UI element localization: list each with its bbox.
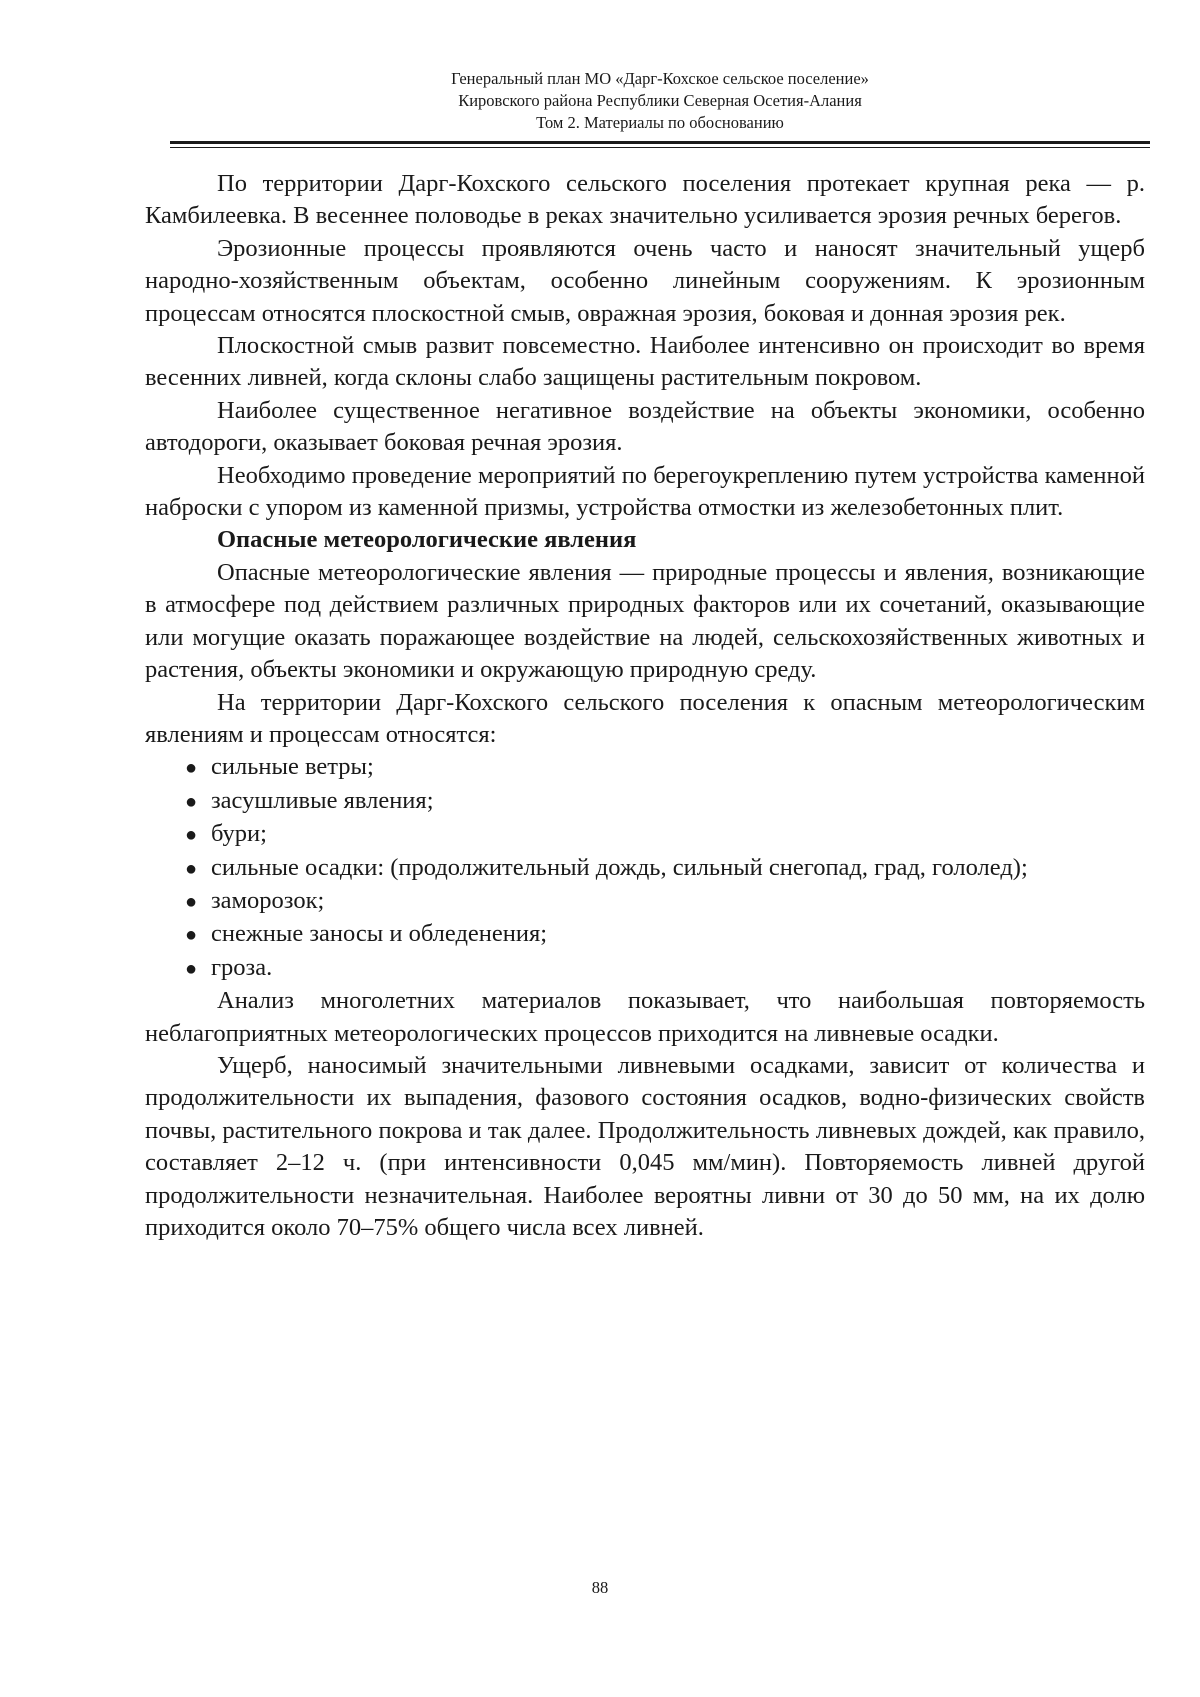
bullet-icon: ●	[185, 757, 198, 780]
bullet-icon: ●	[185, 890, 198, 913]
header-rule-thin	[170, 147, 1150, 148]
list-item-text: бури;	[211, 820, 267, 848]
list-item-text: засушливые явления;	[211, 786, 434, 814]
paragraph-erosion-processes: Эрозионные процессы проявляются очень часто и наносят значительный ущерб народно-хозяйственным объектам, особенно линейным сооружениям. К эрозионным процессам относятся плоскостной смыв, овражная эрозия, боковая и донная эрозия рек.	[145, 234, 1145, 327]
bullet-icon: ●	[185, 924, 198, 947]
paragraph-damage: Ущерб, наносимый значительными ливневыми осадками, зависит от количества и продолжительности их выпадения, фазового состояния осадков, водно-физических свойств почвы, растительного покрова и так далее. Продолжительность ливневых дождей, как правило, составляет 2–12 ч. (при интенсивности 0,045 мм/мин). Повторяемость ливней другой продолжительности незначительная. Наиболее вероятны ливни от 30 до 50 мм, на их долю приходится около 70–75% общего числа всех ливней.	[145, 1051, 1145, 1241]
page-number: 88	[591, 1578, 609, 1597]
hazards-list	[145, 751, 1145, 985]
list-item-text: сильные ветры;	[211, 753, 374, 781]
header-region-line: Кировского района Республики Северная Осетия-Алания	[458, 91, 862, 110]
list-item	[145, 885, 1145, 918]
bullet-icon: ●	[185, 790, 198, 813]
running-header	[170, 68, 1150, 134]
paragraph-lateral-erosion: Наиболее существенное негативное воздействие на объекты экономики, особенно автодороги, оказывает боковая речная эрозия.	[145, 396, 1145, 457]
paragraph-river: По территории Дарг-Кохского сельского поселения протекает крупная река — р. Камбилеевка. В весеннее половодье в реках значительно усиливается эрозия речных берегов.	[145, 170, 1145, 230]
paragraph-definition: Опасные метеорологические явления — природные процессы и явления, возникающие в атмосфере под действием различных природных факторов или их сочетаний, оказывающие или могущие оказать поражающее воздействие на людей, сельскохозяйственных животных и растения, объекты экономики и окружающую природную среду.	[145, 558, 1145, 684]
paragraph-analysis: Анализ многолетних материалов показывает, что наибольшая повторяемость неблагоприятных метеорологических процессов приходится на ливневые осадки.	[145, 987, 1145, 1047]
list-item	[145, 818, 1145, 851]
list-item	[145, 918, 1145, 951]
list-item	[145, 785, 1145, 818]
list-item	[145, 751, 1145, 784]
list-item-text: сильные осадки: (продолжительный дождь, сильный снегопад, град, гололед);	[211, 853, 1028, 881]
list-item-text: гроза.	[211, 953, 273, 981]
paragraph-list-intro: На территории Дарг-Кохского сельского поселения к опасным метеорологическим явлениям и процессам относятся:	[145, 688, 1145, 748]
paragraph-bank-protection: Необходимо проведение мероприятий по берегоукреплению путем устройства каменной наброски с упором из каменной призмы, устройства отмостки из железобетонных плит.	[145, 461, 1145, 522]
header-volume-line: Том 2. Материалы по обоснованию	[536, 113, 784, 132]
list-item	[145, 952, 1145, 985]
header-rule-thick	[170, 141, 1150, 144]
paragraph-planar-washout: Плоскостной смыв развит повсеместно. Наиболее интенсивно он происходит во время весенних ливней, когда склоны слабо защищены растительным покровом.	[145, 332, 1145, 392]
header-title-line: Генеральный план МО «Дарг-Кохское сельское поселение»	[451, 69, 869, 88]
section-heading: Опасные метеорологические явления	[217, 526, 637, 554]
document-body	[145, 168, 1145, 1244]
bullet-icon: ●	[185, 824, 198, 847]
bullet-icon: ●	[185, 957, 198, 980]
bullet-icon: ●	[185, 857, 198, 880]
list-item-text: снежные заносы и обледенения;	[211, 920, 548, 948]
list-item	[145, 852, 1145, 885]
list-item-text: заморозок;	[211, 886, 325, 914]
